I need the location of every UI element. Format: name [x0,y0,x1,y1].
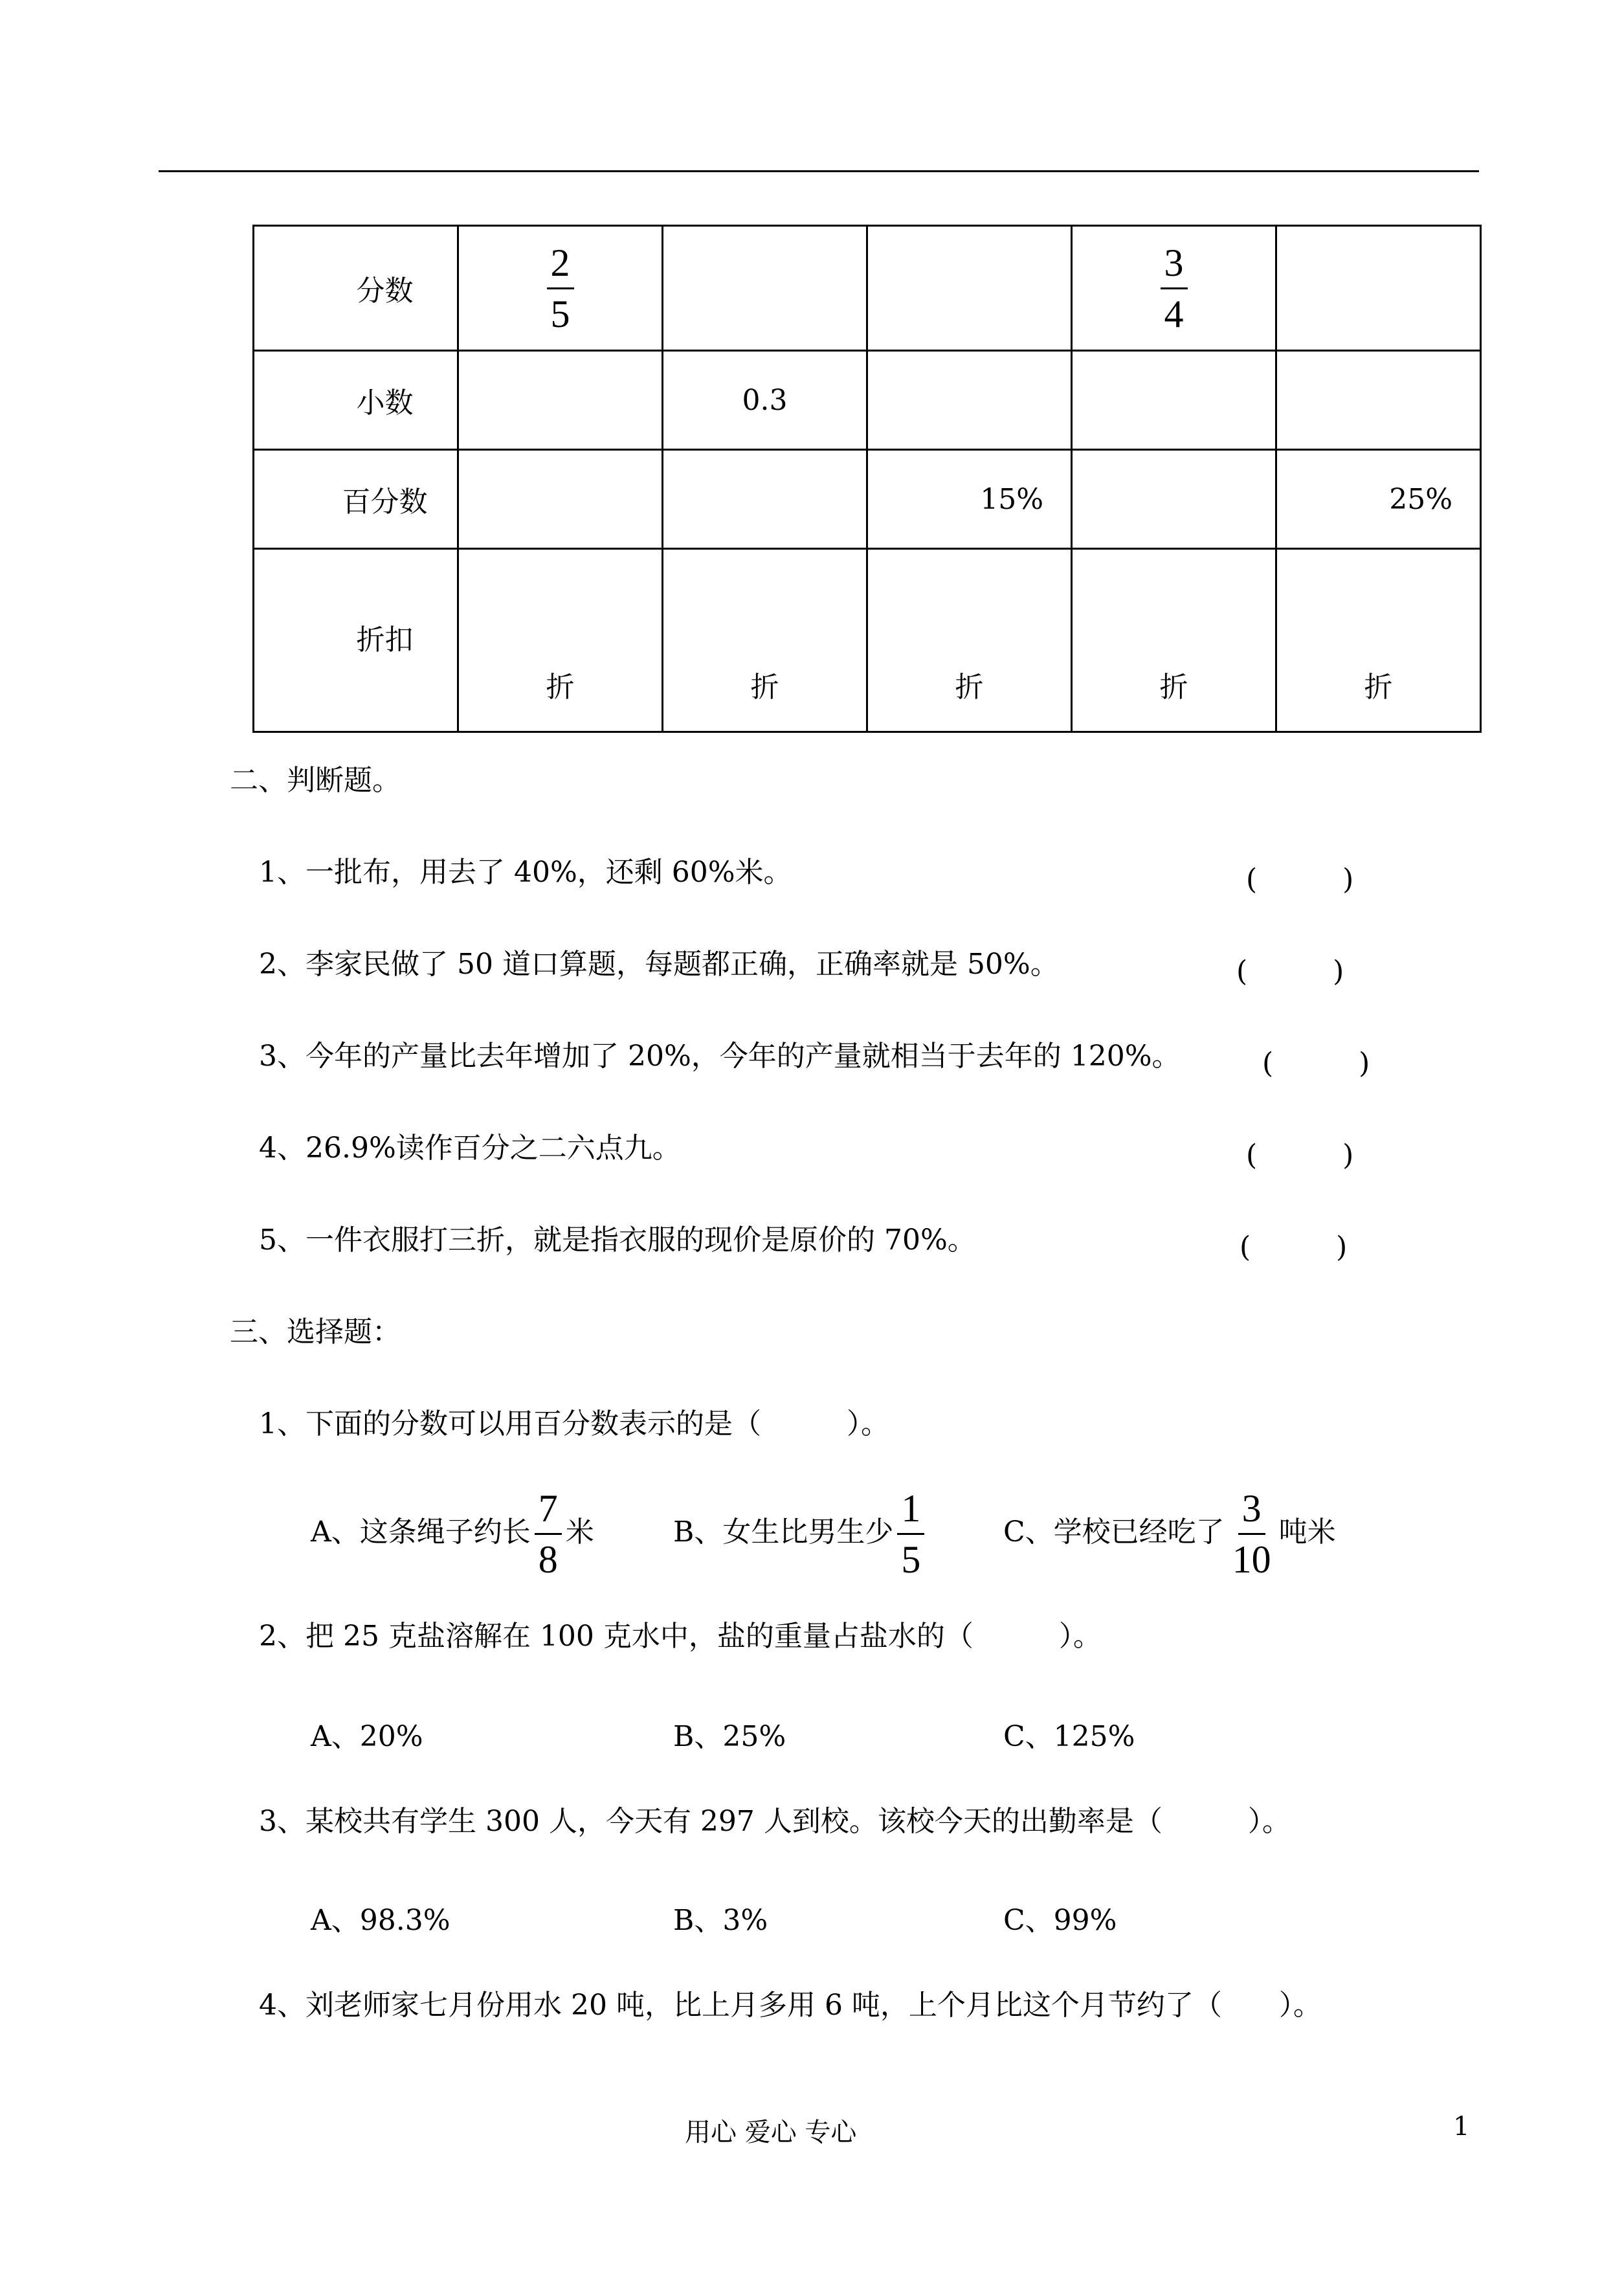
percent-cell[interactable] [1072,450,1276,549]
row-header-discount: 折扣 [356,623,414,656]
choice-option-b[interactable]: B、25% [673,1720,786,1753]
decimal-cell[interactable]: 0.3 [663,351,867,450]
judgment-question-4: 4、26.9%读作百分之二六点九。 [259,1132,681,1165]
row-header-fraction: 分数 [356,274,414,308]
fraction-cell[interactable] [867,226,1072,351]
percent-cell[interactable] [458,450,663,549]
judgment-question-1: 1、一批布，用去了 40%，还剩 60%米。 [259,856,792,889]
choice-option-b[interactable]: B、3% [673,1904,768,1937]
discount-suffix: 折 [1364,671,1393,704]
choice-question-4: 4、刘老师家七月份用水 20 吨，比上月多用 6 吨，上个月比这个月节约了（ ）。 [259,1989,1322,2022]
table-row [254,351,1481,450]
fraction-cell[interactable] [458,226,663,351]
decimal-cell[interactable] [458,351,663,450]
choice-option-c[interactable]: C、125% [1003,1720,1135,1753]
discount-cell[interactable] [1276,549,1481,732]
choice-question-2: 2、把 25 克盐溶解在 100 克水中，盐的重量占盐水的（ ）。 [259,1620,1102,1653]
choice-option-a[interactable]: A、98.3% [311,1904,450,1937]
page-number: 1 [1453,2112,1470,2142]
judgment-question-3: 3、今年的产量比去年增加了 20%，今年的产量就相当于去年的 120%。 [259,1040,1181,1073]
discount-cell[interactable] [458,549,663,732]
discount-cell[interactable] [867,549,1072,732]
decimal-cell[interactable] [867,351,1072,450]
discount-cell[interactable] [663,549,867,732]
answer-blank[interactable]: ( ) [1246,863,1354,896]
discount-suffix: 折 [955,671,984,704]
answer-blank[interactable]: ( ) [1262,1047,1370,1080]
fraction-cell[interactable] [1276,226,1481,351]
judgment-question-2: 2、李家民做了 50 道口算题，每题都正确，正确率就是 50%。 [259,948,1059,981]
fraction-cell[interactable] [663,226,867,351]
decimal-cell[interactable] [1276,351,1481,450]
choice-option-c[interactable]: C、学校已经吃了 $\frac{3}{10}$ 吨米 [1003,1487,1336,1581]
section-title-choice: 三、选择题： [230,1315,401,1348]
percent-cell[interactable] [663,450,867,549]
discount-cell[interactable] [1072,549,1276,732]
discount-suffix: 折 [750,671,779,704]
choice-option-b[interactable]: B、女生比男生少 $\frac{1}{5}$ [673,1489,928,1579]
discount-suffix: 折 [1159,671,1188,704]
discount-suffix: 折 [546,671,575,704]
row-header-percent: 百分数 [342,486,428,519]
percent-cell[interactable]: 25% [1276,450,1481,549]
percent-cell[interactable]: 15% [867,450,1072,549]
table-row [254,450,1481,549]
decimal-cell[interactable] [1072,351,1276,450]
choice-option-a[interactable]: A、这条绳子约长 $\frac{7}{8}$ 米 [311,1487,594,1581]
answer-blank[interactable]: ( ) [1236,955,1344,988]
fraction: $\frac{3}{4}$ [1161,243,1188,333]
choice-option-c[interactable]: C、99% [1003,1904,1117,1937]
table-row [254,549,1481,732]
answer-blank[interactable]: ( ) [1240,1231,1348,1264]
fraction: $\frac{3}{10}$ [1232,1487,1271,1581]
fraction-cell[interactable] [1072,226,1276,351]
footer-slogan: 用心 爱心 专心 [685,2118,857,2147]
conversion-table [252,225,1482,733]
section-title-judgment: 二、判断题。 [230,764,401,797]
choice-question-1: 1、下面的分数可以用百分数表示的是（ ）。 [259,1407,889,1440]
answer-blank[interactable]: ( ) [1246,1139,1354,1172]
choice-question-3: 3、某校共有学生 300 人，今天有 297 人到校。该校今天的出勤率是（ ）。 [259,1805,1291,1838]
fraction: $\frac{2}{5}$ [547,243,574,333]
header-rule [159,170,1479,172]
table-row [254,226,1481,351]
fraction: $\frac{7}{8}$ [535,1489,562,1579]
row-header-decimal: 小数 [356,386,414,419]
judgment-question-5: 5、一件衣服打三折，就是指衣服的现价是原价的 70%。 [259,1224,976,1257]
fraction: $\frac{1}{5}$ [897,1489,924,1579]
choice-option-a[interactable]: A、20% [311,1720,423,1753]
